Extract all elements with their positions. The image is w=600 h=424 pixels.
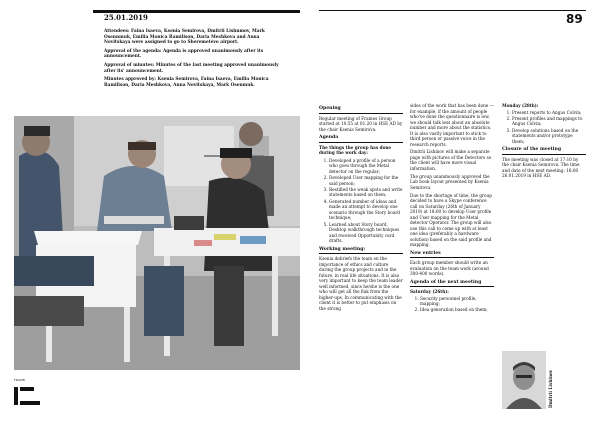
- opening-heading: Opening: [319, 106, 403, 114]
- next-agenda-item: 2. Idea generation based on them;: [420, 307, 494, 313]
- opening-text: Regular meeting of Frames Group started at 10:55 at 01.20 in HSE AD by the chair Ksenia Semirova.: [319, 115, 403, 132]
- column-3: [502, 103, 586, 181]
- meeting-photo: [14, 116, 300, 370]
- working-text: Ksenia debriefs the team on the importance of ethics and culture during the group projects and in the future, in real life situations. It is also very important to keep the team leader well informed, since he/she is the one who will get all the flak from the higher-ups. In communicating with the client it is better to put emphasis on the strong: [319, 256, 403, 311]
- monday-item: 1. Present reports to Angus Colvin;: [512, 110, 586, 116]
- new-entries-heading: New entries: [410, 251, 494, 259]
- portrait-illustration: [502, 351, 546, 409]
- col2-para-1: sides of the work that has been done — for example, if the amount of people who've done the questionnaire is low, we should talk less about an absolute number and more about the statistics. It is also vastly important to stick to third person or passive voice in the research reports.: [410, 103, 494, 147]
- frame-logo-mark-3: [20, 401, 40, 405]
- agenda-item: 3. Restified the weak spots and write statements based on them;: [329, 187, 403, 198]
- closure-text: The meeting was closed at 17:10 by the chair Ksenia Semirova. The time and date of the next meeting: 16:00 26.01.2019 in HSE AD.: [502, 156, 580, 179]
- next-agenda-sub: Saturday (26th):: [410, 289, 449, 295]
- closure-heading: Closure of the meeting: [502, 147, 586, 155]
- intro-approved: Minutes approved by: Ksenia Semirova, Faina Isaeva, Emilia Monica Ramilison, Daria Meshkova, Anna Novitskaya, Mark Osenmuk.: [104, 77, 269, 88]
- intro-attendees: Attendees: Faina Isaeva, Ksenia Semirova, Dmitrii Lishnmov, Mark Osennmuk, Emilia Monica Ramilison, Daria Meshkova and Anna Novitskaya were assigned to go to Sheremetevo airport.: [104, 29, 265, 46]
- agenda-item: 5. Learned about Story board, Desktop walkthrough techniques and received Opportunity card drafts.: [329, 222, 403, 244]
- frame-logo-mark-2: [20, 387, 34, 391]
- intro-block: [104, 29, 285, 88]
- monday-list: [502, 110, 586, 145]
- intro-minutes: Approval of minutes: Minutes of the last meeting approved unanimously after its' announcement.: [104, 62, 279, 74]
- column-2: [410, 103, 494, 315]
- monday-item: 2. Present profiles and mappings to Angus Colvin;: [512, 116, 586, 127]
- col2-para-3: The group unanimously approved the Lab book layout presented by Ksenia Semirova.: [410, 173, 490, 190]
- column-1: [319, 103, 403, 313]
- next-agenda-heading: Agenda of the next meeting: [410, 280, 494, 288]
- portrait-caption: Dmitrii Lishinov: [548, 369, 553, 408]
- meeting-photo-illustration: [14, 116, 300, 370]
- portrait-photo: [502, 351, 546, 409]
- intro-agenda: Approval of the agenda: Agenda is approved unanimously after its announcement.: [104, 48, 264, 60]
- page-number: 89: [566, 12, 583, 26]
- top-rule-right: [319, 10, 586, 11]
- working-heading: Working meeting:: [319, 247, 403, 255]
- next-agenda-list: [410, 296, 494, 313]
- monday-item: 3. Develop solutions based on the statements and/or prototype them;: [512, 128, 586, 145]
- frame-logo-text: FRAME: [14, 378, 26, 382]
- page-date: 25.01.2019: [104, 13, 148, 22]
- col2-para-4: Due to the shortage of time, the group decided to have a Skype conference call on Saturday (26th of January 2019) at 18:00 to develop User profile and User mapping for the Metal detector Operator. The group will also use this call to come up with at least one idea (preferably a hardware solution) based on the said profile and mapping.: [410, 192, 492, 248]
- agenda-item: 2. Developed User mapping for the said person;: [329, 175, 403, 186]
- frame-logo: [14, 379, 42, 409]
- agenda-heading: Agenda: [319, 135, 403, 143]
- agenda-item: 1. Developed a profile of a person who goes through the Metal detector on the regular;: [329, 158, 403, 175]
- next-agenda-item: 1. Security personnel profile, mapping;: [420, 296, 494, 307]
- agenda-list: [319, 158, 403, 244]
- col2-para-2: Dmitrii Lishinov will make a separate page with pictures of the Detectors so the client will have more visual information.: [410, 149, 492, 171]
- frame-logo-mark: [14, 387, 18, 405]
- agenda-intro: The things the group has done during the work day:: [319, 144, 392, 155]
- new-entries-text: Each group member should write an evaluation on the team work (around 300-400 words).: [410, 260, 489, 277]
- agenda-item: 4. Generated number of ideas and made an attempt to develop one scenario through the Story board technique;: [329, 199, 403, 221]
- monday-heading: Monday (28th):: [502, 103, 539, 108]
